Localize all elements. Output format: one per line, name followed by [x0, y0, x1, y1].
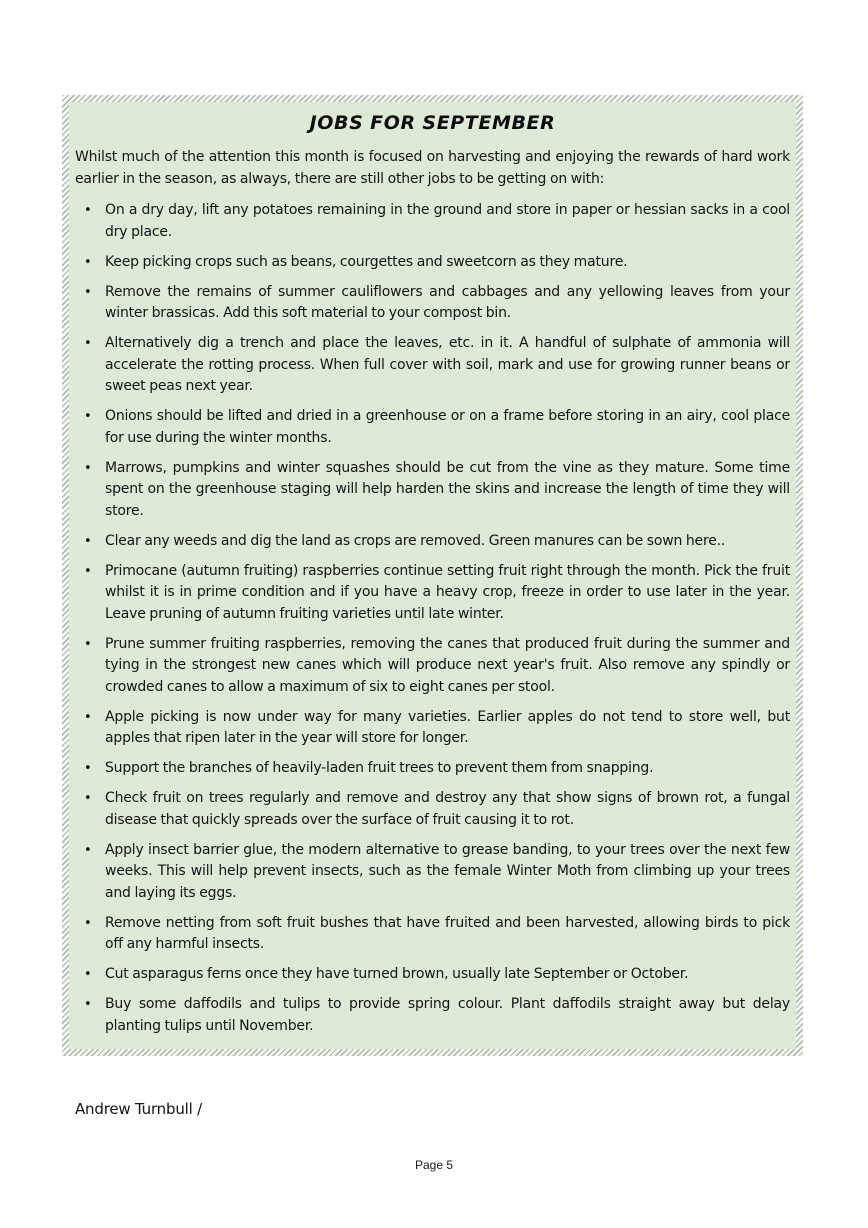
job-list-item: • Prune summer fruiting raspberries, removing the canes that produced fruit during the summer and tying in the strongest new canes which will produce next year's fruit. Also remove any spindly or crowded canes to allow a maximum of six to eight canes per stool. [75, 634, 790, 699]
signature: Andrew Turnbull / [75, 1100, 202, 1118]
jobs-list [75, 200, 790, 1037]
job-list-item: • Cut asparagus ferns once they have turned brown, usually late September or October. [75, 964, 790, 986]
job-list-item: • Apply insect barrier glue, the modern alternative to grease banding, to your trees over the next few weeks. This will help prevent insects, such as the female Winter Moth from climbing up your trees and laying its eggs. [75, 840, 790, 905]
job-list-item: • Buy some daffodils and tulips to provide spring colour. Plant daffodils straight away but delay planting tulips until November. [75, 994, 790, 1037]
job-list-item: • Alternatively dig a trench and place the leaves, etc. in it. A handful of sulphate of ammonia will accelerate the rotting process. When full cover with soil, mark and use for growing runner beans or sweet peas next year. [75, 333, 790, 398]
job-list-item: • On a dry day, lift any potatoes remaining in the ground and store in paper or hessian sacks in a cool dry place. [75, 200, 790, 243]
page-number: Page 5 [414, 1158, 454, 1172]
job-list-item: • Onions should be lifted and dried in a greenhouse or on a frame before storing in an airy, cool place for use during the winter months. [75, 406, 790, 449]
jobs-box [62, 95, 803, 1056]
box-title: JOBS FOR SEPTEMBER [309, 112, 556, 134]
job-list-item: • Apple picking is now under way for many varieties. Earlier apples do not tend to store well, but apples that ripen later in the year will store for longer. [75, 707, 790, 750]
job-list-item: • Primocane (autumn fruiting) raspberries continue setting fruit right through the month. Pick the fruit whilst it is in prime condition and if you have a heavy crop, freeze in order to use later in the year. Leave pruning of autumn fruiting varieties until late winter. [75, 561, 790, 626]
jobs-box-content [69, 102, 796, 1049]
job-list-item: • Clear any weeds and dig the land as crops are removed. Green manures can be sown here.. [75, 531, 790, 553]
job-list-item: • Remove the remains of summer cauliflowers and cabbages and any yellowing leaves from your winter brassicas. Add this soft material to your compost bin. [75, 282, 790, 325]
job-list-item: • Support the branches of heavily-laden fruit trees to prevent them from snapping. [75, 758, 790, 780]
intro-paragraph: Whilst much of the attention this month is focused on harvesting and enjoying the rewards of hard work earlier in the season, as always, there are still other jobs to be getting on with: [75, 149, 790, 187]
job-list-item: • Check fruit on trees regularly and remove and destroy any that show signs of brown rot, a fungal disease that quickly spreads over the surface of fruit causing it to rot. [75, 788, 790, 831]
job-list-item: • Keep picking crops such as beans, courgettes and sweetcorn as they mature. [75, 252, 790, 274]
job-list-item: • Marrows, pumpkins and winter squashes should be cut from the vine as they mature. Some time spent on the greenhouse staging will help harden the skins and increase the length of time they will store. [75, 458, 790, 523]
job-list-item: • Remove netting from soft fruit bushes that have fruited and been harvested, allowing birds to pick off any harmful insects. [75, 913, 790, 956]
